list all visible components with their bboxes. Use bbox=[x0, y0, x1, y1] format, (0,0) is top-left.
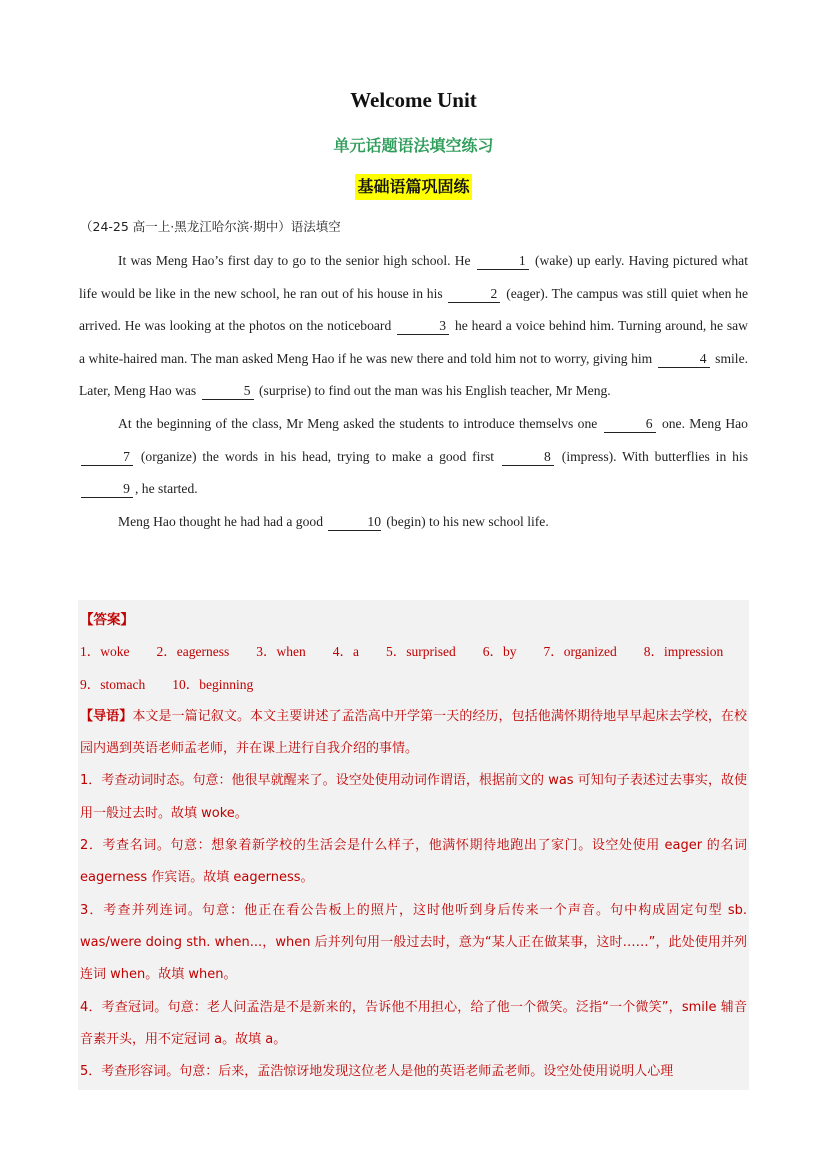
passage-paragraph-2 bbox=[79, 408, 748, 506]
answer-item: 1．woke bbox=[80, 644, 130, 660]
exercise-subtitle: 单元话题语法填空练习 bbox=[333, 136, 494, 155]
answer-item: 10．beginning bbox=[172, 676, 254, 692]
passage-text: , he started. bbox=[135, 481, 198, 497]
passage-text: he heard a voice behind him. Turning around, he saw a white-haired man. The man asked Meng Hao if he was new there and told him not to worry, giving him bbox=[79, 318, 748, 366]
answer-item: 8．impression bbox=[643, 644, 724, 660]
passage-text: (organize) the words in his head, trying to make a good first bbox=[135, 448, 500, 464]
exercise-source: （24-25 高一上·黑龙江哈尔滨·期中）语法填空 bbox=[80, 219, 341, 234]
passage-text: smile. Later, Meng Hao was bbox=[79, 350, 749, 399]
passage-text: (eager). The campus was still quiet when he arrived. He was looking at the photos on the noticeboard bbox=[79, 285, 748, 334]
passage-text: one. Meng Hao bbox=[657, 415, 748, 431]
passage-text: (wake) up early. Having pictured what life would be like in the new school, he ran out of his house in his bbox=[79, 253, 748, 301]
guide-text: 本文是一篇记叙文。本文主要讲述了孟浩高中开学第一天的经历，包括他满怀期待地早早起床去学校，在校园内遇到英语老师孟老师，并在课上进行自我介绍的事情。 bbox=[80, 708, 747, 757]
answer-item: 4．a bbox=[332, 644, 359, 660]
passage-text: (surprise) to find out the man was his English teacher, Mr Meng. bbox=[255, 383, 611, 399]
answer-row-1 bbox=[80, 636, 747, 668]
explanation-1: 1．考查动词时态。句意：他很早就醒来了。设空处使用动词作谓语，根据前文的 was 可知句子表述过去事实，故使用一般过去时。故填 woke。 bbox=[80, 773, 747, 821]
answer-item: 9．stomach bbox=[80, 676, 146, 692]
section-heading: 基础语篇巩固练 bbox=[355, 174, 471, 200]
passage-text: Meng Hao thought he had had a good bbox=[118, 513, 327, 529]
answer-item: 3．when bbox=[256, 644, 306, 660]
blank-1[interactable]: 1 bbox=[477, 253, 529, 270]
answer-item: 2．eagerness bbox=[156, 644, 230, 660]
answer-item: 7．organized bbox=[543, 644, 617, 660]
guide-label: 【导语】 bbox=[80, 708, 133, 724]
passage-text: At the beginning of the class, Mr Meng asked the students to introduce themselvs one bbox=[118, 415, 602, 431]
blank-10[interactable]: 10 bbox=[328, 514, 381, 531]
passage-text: It was Meng Hao’s first day to go to the senior high school. He bbox=[118, 253, 475, 268]
passage-paragraph-1 bbox=[79, 245, 748, 408]
answer-row-2 bbox=[80, 669, 747, 701]
blank-8[interactable]: 8 bbox=[502, 449, 554, 466]
explanation-4: 4．考查冠词。句意：老人问孟浩是不是新来的，告诉他不用担心，给了他一个微笑。泛指“一个微笑”，smile 辅音音素开头，用不定冠词 a。故填 a。 bbox=[80, 999, 747, 1047]
blank-4[interactable]: 4 bbox=[658, 351, 710, 368]
unit-title: Welcome Unit bbox=[350, 88, 477, 112]
passage-text: (begin) to his new school life. bbox=[383, 513, 549, 529]
blank-2[interactable]: 2 bbox=[448, 286, 500, 303]
passage-text: (impress). With butterflies in his bbox=[555, 448, 748, 464]
blank-7[interactable]: 7 bbox=[81, 449, 133, 466]
explanation-2: 2．考查名词。句意：想象着新学校的生活会是什么样子，他满怀期待地跑出了家门。设空处使用 eager 的名词 eagerness 作宾语。故填 eagerness。 bbox=[80, 838, 747, 886]
answer-item: 6．by bbox=[482, 644, 517, 660]
explanation-3: 3．考查并列连词。句意：他正在看公告板上的照片，这时他听到身后传来一个声音。句中构成固定句型 sb. was/were doing sth. when...，when 后并列句用一般过去时，意为“某人正在做某事，这时……”，此处使用并列连词 when。故填 when。 bbox=[80, 902, 747, 983]
blank-9[interactable]: 9 bbox=[81, 481, 133, 498]
answer-item: 5．surprised bbox=[385, 644, 456, 660]
section-heading-wrap bbox=[0, 174, 827, 200]
explanation-5: 5．考查形容词。句意：后来，孟浩惊讶地发现这位老人是他的英语老师孟老师。设空处使用说明人心理 bbox=[80, 1064, 674, 1080]
answer-section bbox=[78, 600, 749, 1090]
blank-5[interactable]: 5 bbox=[202, 383, 254, 400]
passage bbox=[79, 245, 748, 538]
answer-heading: 【答案】 bbox=[80, 612, 134, 628]
guide-paragraph bbox=[80, 701, 747, 766]
blank-6[interactable]: 6 bbox=[604, 416, 656, 433]
passage-paragraph-3 bbox=[79, 506, 748, 539]
blank-3[interactable]: 3 bbox=[397, 318, 449, 335]
